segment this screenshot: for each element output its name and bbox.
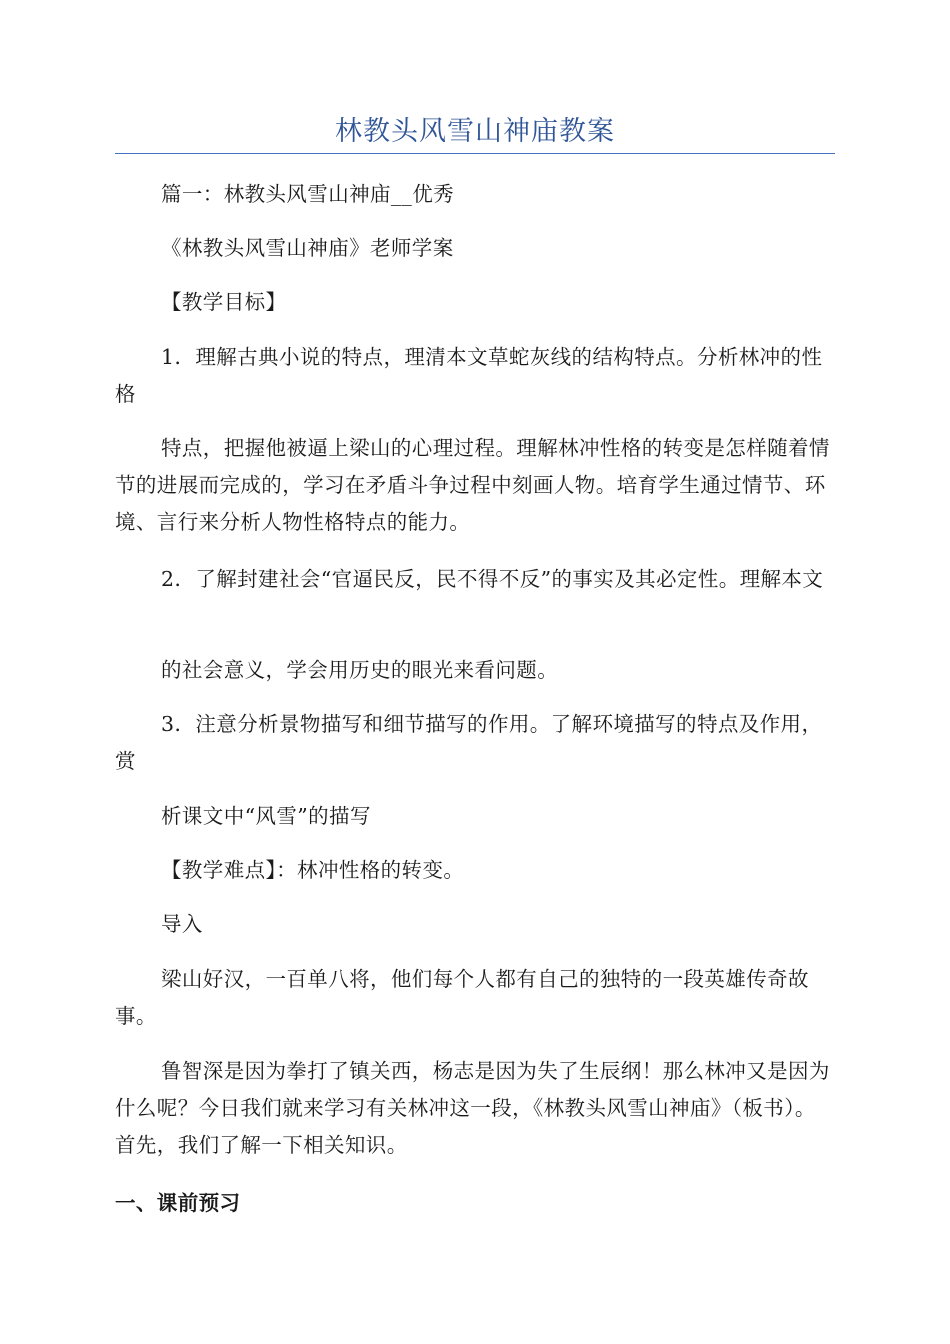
section-heading: 一、课前预习 [115, 1191, 241, 1215]
paragraph-objective-2: 2．了解封建社会“官逼民反，民不得不反”的事实及其必定性。理解本文 [161, 567, 824, 591]
paragraph-objective-3-continued: 析课文中“风雪”的描写 [161, 804, 371, 828]
paragraph-source: 篇一：林教头风雪山神庙__优秀 [161, 182, 454, 206]
paragraph-intro-2: 鲁智深是因为拳打了镇关西，杨志是因为失了生辰纲！那么林冲又是因为什么呢？今日我们就来学习有关林冲这一段，《林教头风雪山神庙》（板书）。首先，我们了解一下相关知识。 [115, 1059, 830, 1157]
title-underline [115, 153, 835, 154]
paragraph-objective-1: 1．理解古典小说的特点，理清本文草蛇灰线的结构特点。分析林冲的性格 [115, 345, 823, 406]
paragraph-intro-1: 梁山好汉，一百单八将，他们每个人都有自己的独特的一段英雄传奇故事。 [115, 967, 809, 1028]
paragraph-intro-heading: 导入 [161, 912, 203, 936]
paragraph-objective-2-continued: 的社会意义，学会用历史的眼光来看问题。 [161, 658, 559, 682]
paragraph-objectives-heading: 【教学目标】 [161, 290, 287, 314]
paragraph-subtitle: 《林教头风雪山神庙》老师学案 [161, 236, 454, 260]
paragraph-objective-1-continued: 特点，把握他被逼上梁山的心理过程。理解林冲性格的转变是怎样随着情节的进展而完成的，学习在矛盾斗争过程中刻画人物。培育学生通过情节、环境、言行来分析人物性格特点的能力。 [115, 436, 830, 534]
document-title: 林教头风雪山神庙教案 [335, 116, 615, 147]
paragraph-difficulty: 【教学难点】：林冲性格的转变。 [161, 858, 465, 882]
paragraph-objective-3: 3．注意分析景物描写和细节描写的作用。了解环境描写的特点及作用，赏 [115, 712, 823, 773]
